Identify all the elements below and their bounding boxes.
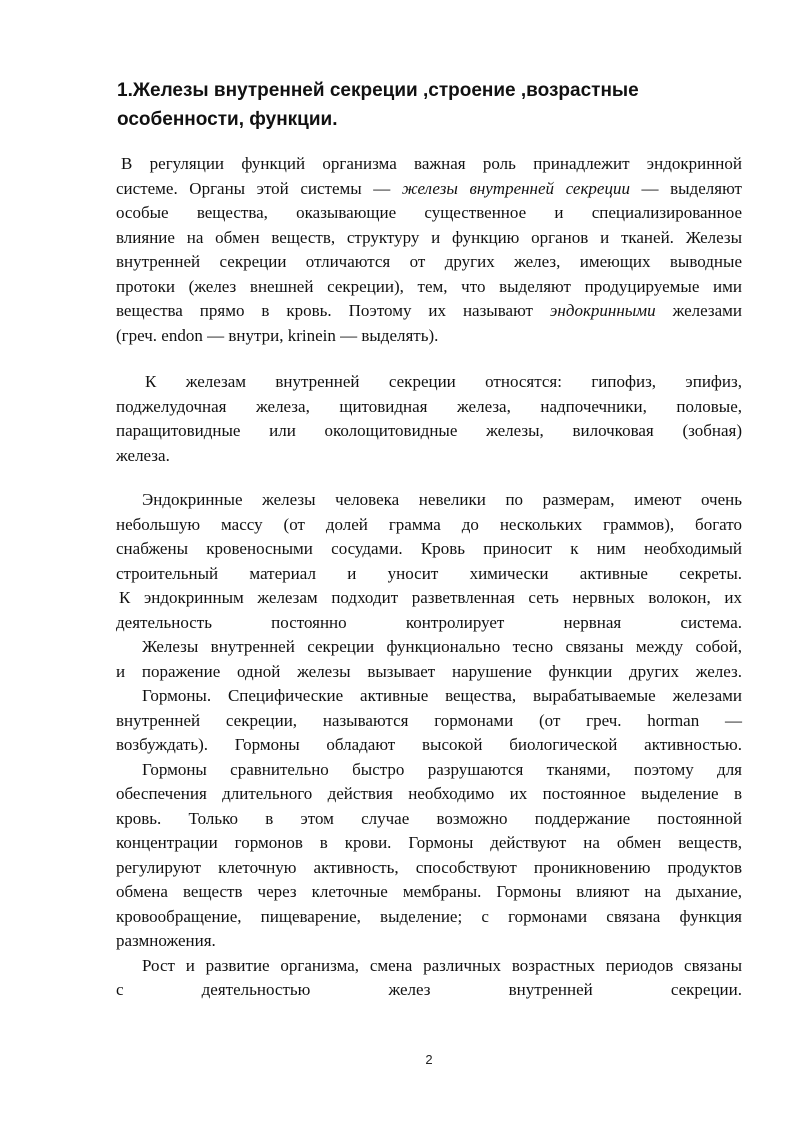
title-line-2: особенности, функции. [117,109,338,130]
text-line: К железам внутренней секреции относятся: гипофиз, эпифиз, [145,372,742,391]
text-line: железа. [116,445,170,465]
text-line: концентрации гормонов в крови. Гормоны действуют на обмен веществ, [116,833,742,852]
text-line: вещества прямо в кровь. Поэтому их называют эндокринными железами [116,301,742,320]
text-line: В регуляции функций организма важная роль принадлежит эндокринной [121,154,742,173]
text-line: обеспечения длительного действия необходимо их постоянное выделение в [116,784,742,803]
text-line: регулируют клеточную активность, способствуют проникновению продуктов [116,857,742,877]
text-line: системе. Органы этой системы — железы внутренней секреции — выделяют [116,178,742,198]
text-line: внутренней секреции отличаются от других желез, имеющих выводные [116,252,742,271]
text-line: деятельность постоянно контролирует нервная система. [116,612,742,632]
text-line: Рост и развитие организма, смена различных возрастных периодов связаны [142,955,742,975]
text-line: возбуждать). Гормоны обладают высокой биологической активностью. [116,735,742,754]
text-line: поджелудочная железа, щитовидная железа, надпочечники, половые, [116,396,742,416]
text-line: Эндокринные железы человека невелики по размерам, имеют очень [142,490,742,509]
page-number: 2 [425,1052,433,1067]
text-line: Гормоны сравнительно быстро разрушаются тканями, поэтому для [142,759,742,779]
text-line: размножения. [116,931,216,950]
italic-term: эндокринными [549,301,656,320]
text-line: и поражение одной железы вызывает нарушение функции других желез. [116,661,742,681]
text-line: Гормоны. Специфические активные вещества, вырабатываемые железами [142,686,742,705]
paragraph-hormones [116,488,742,1003]
text-line: влияние на обмен веществ, структуру и функцию органов и тканей. Железы [116,227,742,247]
text-line: кровообращение, пищеварение, выделение; с гормонами связана функция [116,906,742,926]
text-line: с деятельностью желез внутренней секреции. [116,980,742,999]
text-line: особые вещества, оказывающие существенное и специализированное [116,203,742,222]
paragraph-gland-list [116,370,742,468]
text-line: паращитовидные или околощитовидные железы, вилочковая (зобная) [116,421,742,440]
text-line: К эндокринным железам подходит разветвленная сеть нервных волокон, их [119,588,742,607]
text-line: протоки (желез внешней секреции), тем, что выделяют продуцируемые ими [116,276,742,296]
text-line: кровь. Только в этом случае возможно поддержание постоянной [116,808,742,828]
text-line: строительный материал и уносит химически активные секреты. [116,563,742,583]
title-line-1: 1.Железы внутренней секреции ,строение ,возрастные [117,80,639,101]
text-line: (греч. endon — внутри, krinein — выделять). [116,325,439,345]
text-line: обмена веществ через клеточные мембраны. Гормоны влияют на дыхание, [116,882,742,901]
text-line: Железы внутренней секреции функционально тесно связаны между собой, [142,637,742,656]
text-line: внутренней секреции, называются гормонами (от греч. horman — [116,710,742,730]
text-line: небольшую массу (от долей грамма до нескольких граммов), богато [116,514,742,534]
text-line: снабжены кровеносными сосудами. Кровь приносит к ним необходимый [116,539,742,558]
page-title [117,76,757,134]
paragraph-endocrine-intro [116,152,742,348]
italic-term: железы внутренней секреции [401,178,630,198]
